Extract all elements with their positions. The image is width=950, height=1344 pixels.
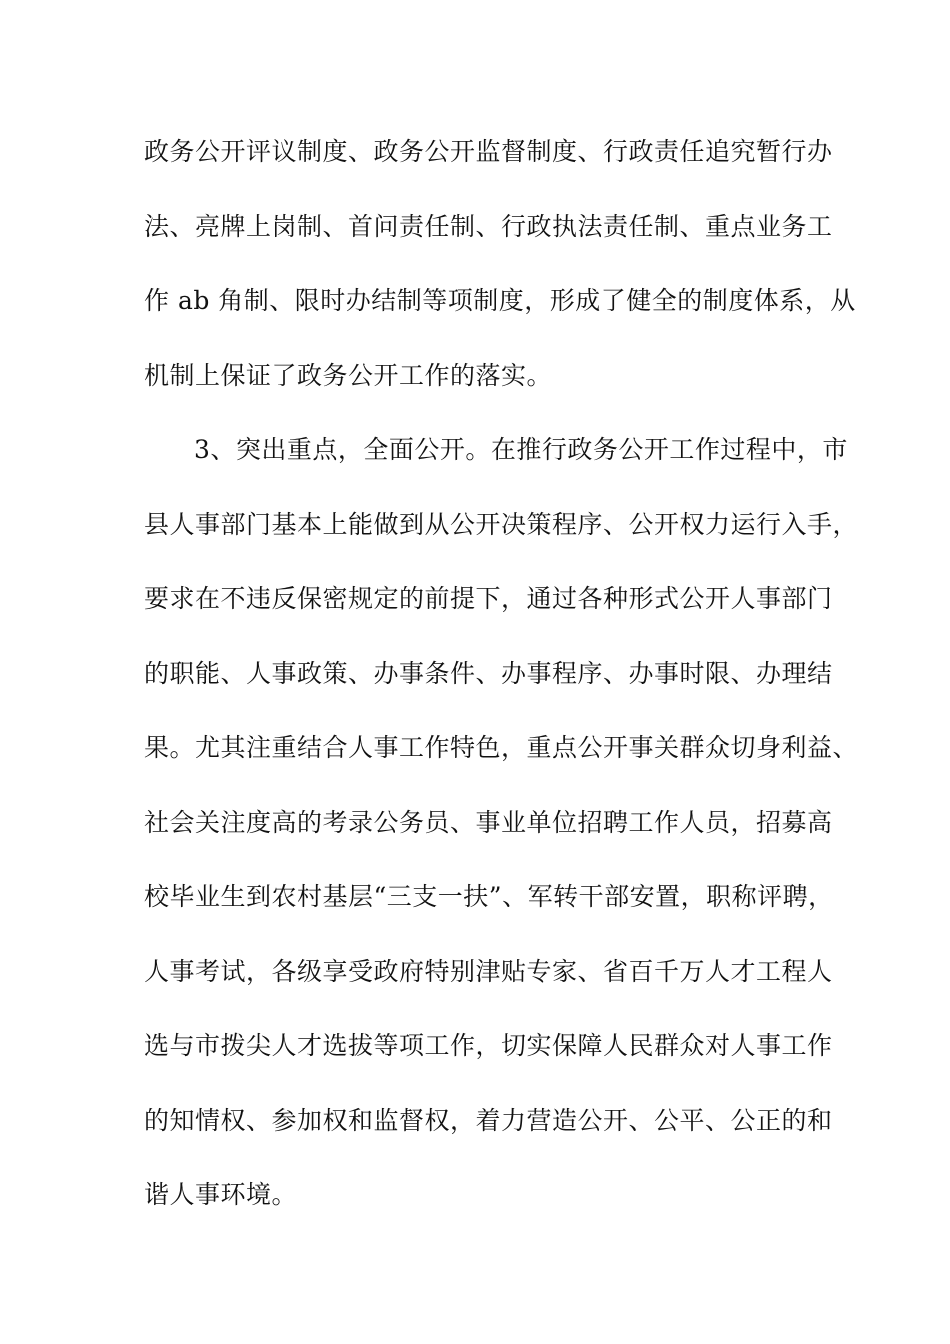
text-line: 果。尤其注重结合人事工作特色，重点公开事关群众切身利益、 [144,733,859,762]
text-line: 政务公开评议制度、政务公开监督制度、行政责任追究暂行办 [144,137,833,166]
text-line: 选与市拨尖人才选拔等项工作，切实保障人民群众对人事工作 [144,1031,833,1060]
text-line: 作 ab 角制、限时办结制等项制度，形成了健全的制度体系，从 [144,286,856,315]
text-line: 县人事部门基本上能做到从公开决策程序、公开权力运行入手， [144,509,859,539]
text-line: 社会关注度高的考录公务员、事业单位招聘工作人员，招募高 [144,807,833,837]
text-line: 3、突出重点，全面公开。在推行政务公开工作过程中，市 [194,435,848,464]
text-line: 人事考试，各级享受政府特别津贴专家、省百千万人才工程人 [144,956,833,986]
text-line: 机制上保证了政务公开工作的落实。 [144,360,553,390]
text-line: 的知情权、参加权和监督权，着力营造公开、公平、公正的和 [144,1105,833,1135]
text-line: 要求在不违反保密规定的前提下，通过各种形式公开人事部门 [144,584,833,613]
text-line: 校毕业生到农村基层“三支一扶”、军转干部安置，职称评聘， [144,882,834,911]
text-line: 的职能、人事政策、办事条件、办事程序、办事时限、办理结 [144,658,833,688]
text-line: 法、亮牌上岗制、首问责任制、行政执法责任制、重点业务工 [144,211,833,241]
document-body [144,126,859,1244]
text-line: 谐人事环境。 [144,1180,298,1209]
